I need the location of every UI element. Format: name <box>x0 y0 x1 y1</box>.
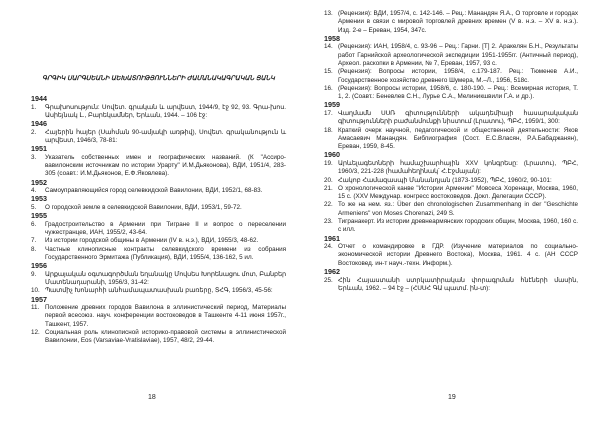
year-heading: 1955 <box>31 211 47 221</box>
year-heading: 1959 <box>324 100 340 110</box>
entry-number: 21. <box>324 184 333 192</box>
year-heading: 1956 <box>31 261 47 271</box>
page-number: 19 <box>448 394 456 401</box>
entry-number: 1. <box>31 103 37 111</box>
bibliography-entry <box>324 185 578 202</box>
bibliography-entry <box>31 246 286 263</box>
entry-text: (Рецензия): Вопросы истории, 1958/4, с.179-187. Рец.: Тюменев А.И., Государственное хозяйство древнего Шумера, М.–Л., 1956, 518с. <box>338 68 578 84</box>
entry-number: 19. <box>324 159 333 167</box>
entry-text: Тигранакерт. Из истории древнеармянских городских общин, Москва, 1960, 160 с. с илл. <box>338 218 578 234</box>
right-page <box>300 0 600 425</box>
bibliography-entry <box>324 201 578 218</box>
entry-number: 11. <box>31 304 40 312</box>
entry-number: 24. <box>324 243 333 251</box>
year-heading: 1953 <box>31 194 47 204</box>
entry-text: Социальная роль клинописной историко-правовой системы в эллинистической Вавилонии, Eos (Varsaviae-Vratislaviae), 1957, 48/2, 29-44. <box>45 328 286 345</box>
bibliography-entry <box>324 85 578 102</box>
entry-text: Из истории городской общины в Армении (IV в. н.э.), ВДИ, 1955/3, 48-62. <box>45 237 259 245</box>
bibliography-entry <box>31 187 286 195</box>
entry-number: 18. <box>324 126 333 134</box>
year-heading: 1952 <box>31 177 47 187</box>
year-heading: 1957 <box>31 294 47 304</box>
entry-text: (Рецензия): ИАН, 1958/4, с. 93-96 – Рец.: Гарни. [Т] 2. Аракелян Б.Н., Результаты работ Гарнийской археологической экспедиции 1951-1955гг. (Античный период), Археол. раскопки в Армении, № 7, Ереван, 1957, 93 с. <box>338 43 578 67</box>
entry-text: Самоуправляющийся город селевкидской Вавилонии, ВДИ, 1952/1, 68-83. <box>45 187 263 195</box>
year-heading: 1944 <box>31 94 47 103</box>
bibliography-entry <box>31 287 286 295</box>
entry-text: О хронологической канве "Истории Армении" Мовсеса Хоренаци, Москва, 1960, 15 с. (XXV Междунар. конгресс востоковедов. Докл. Делегации СССР). <box>338 184 578 201</box>
entry-text: Վաղմամն ՍՍՌ գիտությունների ակադեմիայի հասարակական գիտությունների բաժանմունքի նիստում (Լրատու), ՊԲՀ, 1959/1, 300: <box>338 109 578 126</box>
year-heading: 1951 <box>31 144 47 154</box>
entry-number: 6. <box>31 220 37 228</box>
entry-number: 17. <box>324 109 333 117</box>
bibliography-entry <box>31 271 286 288</box>
entry-number: 9. <box>31 270 37 278</box>
bibliography-entry <box>324 110 578 127</box>
entry-number: 12. <box>31 328 40 336</box>
entry-text: Положение древних городов Вавилона в эллинистический период, Материалы первой всесоюз. науч. конференции востоковедов в Ташкенте 4-11 июня 1957г., Ташкент, 1957. <box>45 304 286 328</box>
entry-number: 14. <box>324 43 333 51</box>
bibliography-entry <box>324 43 578 68</box>
bibliography-entry <box>31 204 286 212</box>
entry-text: Краткий очерк научной, педагогической и общественной деятельности: Яков Амасаевич Манандян. Библиография (Сост. Е.С.Власян, Р.А.Бабаджанян), Ереван, 1959, 8-45. <box>338 126 578 151</box>
entry-number: 13. <box>324 10 333 17</box>
entry-number: 7. <box>31 237 37 245</box>
bibliography-entry <box>31 304 286 329</box>
bibliography-entry <box>324 277 578 294</box>
entry-text: Գրախոսություն: Սովետ. գրական և արվեստ, 1944/9, էջ 92, 93. Գրա-խոս. Ասիեյնակ Լ., Բարեկամներ, Երևան, 1944. – 106 էջ: <box>45 103 286 119</box>
bibliography-entry <box>324 127 578 152</box>
bibliography-entry <box>31 129 286 146</box>
bibliography-entry <box>31 104 286 121</box>
bibliography-entry <box>31 154 286 179</box>
right-page-content <box>324 10 578 293</box>
entry-number: 20. <box>324 176 333 184</box>
year-heading: 1960 <box>324 150 340 160</box>
entry-text: Հին Հայաստանի ստրկատիրական փորագրման հնէների մասին, Երևան, 1962. – 94 էջ – (ՀՍՍՀ ԳԱ պատմ. ին-տ): <box>338 276 578 292</box>
bibliography-entry <box>324 218 578 235</box>
entry-text: Հայերին հայեր (Սահման 90-ամյակի առթիվ), Սովետ. գրականություն և արվեստ, 1946/3, 78-81: <box>45 128 286 144</box>
entry-text: Отчет о командировке в ГДР. (Изучение материалов по социально-экономической истории Древнего Востока), Москва, 1961. 4 с. (АН СССР Востоковед. ин-т науч.-техн. Информ.). <box>338 243 578 267</box>
entry-text: Частные клинописные контракты селевкидского времени из собрания Государственного Эрмитажа (Публикация), ВДИ, 1955/4, 136-162, 5 ил. <box>45 245 286 261</box>
bibliography-entry <box>324 177 578 185</box>
entry-text: Указатель собственных имен и географических названий. (К "Ассиро-вавилонским источникам по истории Урарту" И.М.Дьяконова), ВДИ, 1951/4, 283-305 (соавт.: И.М.Дьяконов, Е.Ф.Яковлева). <box>45 153 286 178</box>
entry-text: То же на нем. яз.: Über den chronologischen Zusammenhang in der "Geschichte Armeniens" von Moses Chorenazi, 249 S. <box>338 201 578 217</box>
entry-text: (Рецензия): ВДИ, 1957/4, с. 142-146. – Рец.: Манандян Я.А., О торговле и городах Армении в связи с мировой торговлей древних времен (V в. н.э. – XV в. н.э.). Изд. 2-е – Ереван, 1954, 347с. <box>338 10 578 34</box>
bibliography-entry <box>31 237 286 245</box>
year-heading: 1962 <box>324 267 340 277</box>
bibliography-entry <box>324 10 578 35</box>
entry-text: (Рецензия): Вопросы истории, 1958/6, с. 180-190. – Рец.: Всемирная история, Т. 1, 2. (Соавт.: Беневлев С.Н., Лурье С.А., Мелиникшвили Г.А. и др.). <box>338 84 578 101</box>
entry-text: Градостроительство в Армении при Тигране II и вопрос о переселении чужестранцев, ИАН, 1955/2, 43-64. <box>45 220 286 236</box>
entry-number: 15. <box>324 68 333 76</box>
entry-text: Արքայական օգտագործման եղանակը Մովսես Խորենացու մոտ, Բանբեր Մատենադարանի, 1956/3, 31-42: <box>45 270 286 286</box>
bibliography-title: ԳՐԳԻԿ ՍԱՐԳՍԵԱՆԻ ԱԵԽԱՏՈՒԹՅՈՒՆՆԵՐԻ ԺԱՄԱՆԱԿԱԳՐԱԿԱՆ ՑԱՆԿ <box>42 75 275 82</box>
year-heading: 1946 <box>31 119 47 129</box>
page-number: 18 <box>148 394 156 401</box>
entry-number: 8. <box>31 245 37 253</box>
entry-text: Հակոբ Համազասպի Մանանդյան (1873-1952), ՊԲՀ, 1960/2, 90-101: <box>338 176 552 184</box>
entry-text: Արևելագետների համաշխարհային XXV կոնգրեսը: (Լրատու), ՊԲՀ, 1960/3, 221-228 (համահեղինակ՝ Հ.Էջմայան): <box>338 159 578 176</box>
entry-number: 23. <box>324 218 333 226</box>
year-heading: 1961 <box>324 233 340 243</box>
entry-number: 4. <box>31 187 37 195</box>
entry-number: 5. <box>31 203 37 211</box>
entry-number: 2. <box>31 128 37 136</box>
entry-number: 16. <box>324 84 333 92</box>
entry-number: 3. <box>31 153 37 161</box>
left-page-content <box>31 95 286 346</box>
entry-number: 10. <box>31 287 40 295</box>
entry-number: 25. <box>324 276 333 284</box>
entry-number: 22. <box>324 201 333 209</box>
entry-text: Պատմիչ Խոնարհի անհամապատասխան բառերը, ՏՀԳ, 1956/3, 45-56: <box>45 287 273 295</box>
year-heading: 1958 <box>324 33 340 43</box>
bibliography-entry <box>31 329 286 346</box>
bibliography-entry <box>324 243 578 268</box>
bibliography-entry <box>324 68 578 85</box>
bibliography-entry <box>31 221 286 238</box>
entry-text: О городской земле в селевкидской Вавилонии, ВДИ, 1953/1, 59-72. <box>45 203 242 211</box>
bibliography-entry <box>324 160 578 177</box>
